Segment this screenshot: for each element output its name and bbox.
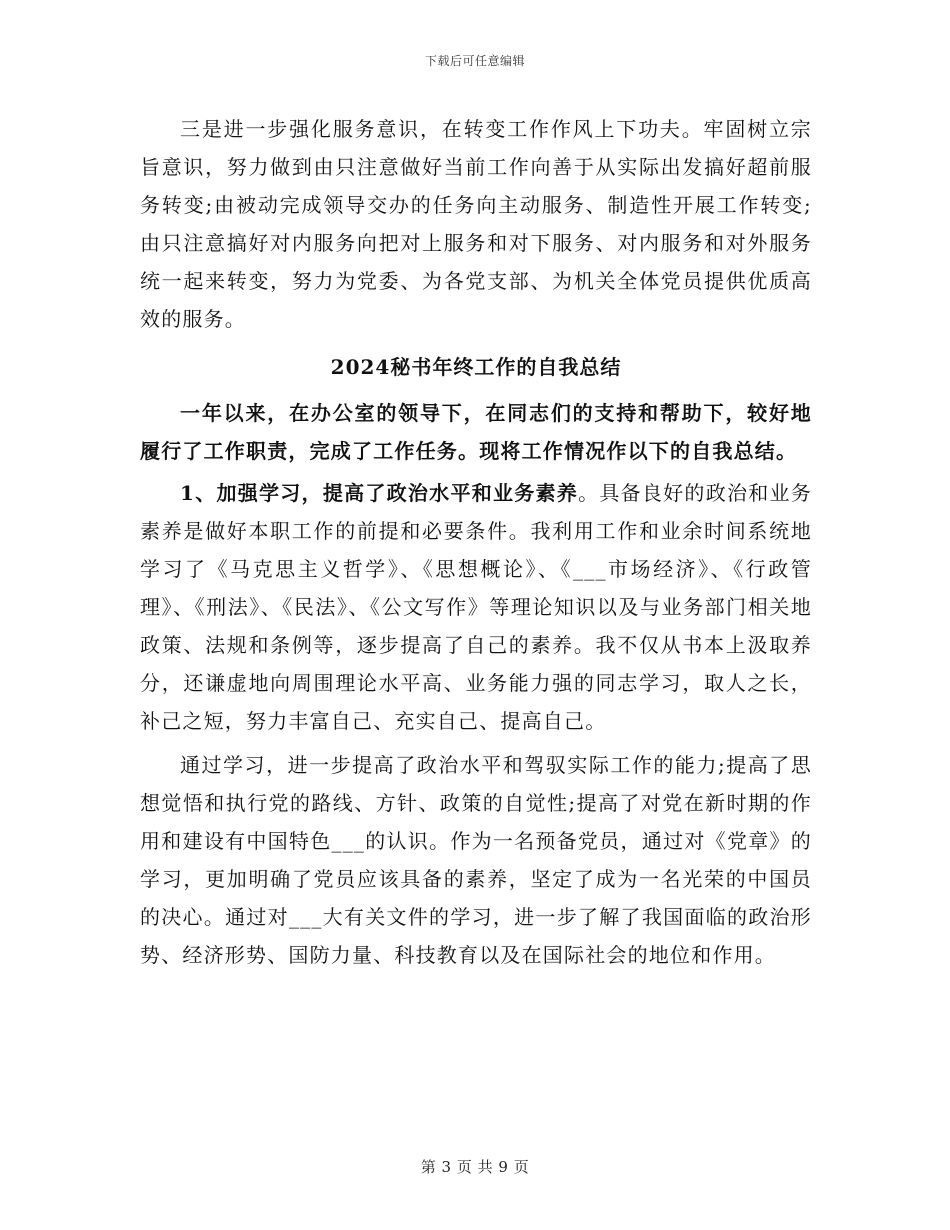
- page-header: 下载后可任意编辑: [424, 54, 525, 68]
- section-1-heading: 1、加强学习，提高了政治水平和业务素养: [180, 481, 579, 505]
- page-number: 第 3 页 共 9 页: [420, 1158, 530, 1176]
- paragraph-study-results: 通过学习，进一步提高了政治水平和驾驭实际工作的能力;提高了思想觉悟和执行党的路线、方针、政策的自觉性;提高了对党在新时期的作用和建设有中国特色___的认识。作为一名预备党员，通过对《党章》的学习，更加明确了党员应该具备的素养，坚定了成为一名光荣的中国员的决心。通过对___大有关文件的学习，进一步了解了我国面临的政治形势、经济形势、国防力量、科技教育以及在国际社会的地位和作用。: [140, 753, 812, 967]
- paragraph-service-awareness: 三是进一步强化服务意识，在转变工作作风上下功夫。牢固树立宗旨意识，努力做到由只注意做好当前工作向善于从实际出发搞好超前服务转变;由被动完成领导交办的任务向主动服务、制造性开展工作转变;由只注意搞好对内服务向把对上服务和对下服务、对内服务和对外服务统一起来转变，努力为党委、为各党支部、为机关全体党员提供优质高效的服务。: [140, 117, 812, 331]
- section-1-text: 。具备良好的政治和业务素养是做好本职工作的前提和必要条件。我利用工作和业余时间系统地学习了《马克思主义哲学》、《思想概论》、《___市场经济》、《行政管理》、《刑法》、《民法》、《公文写作》等理论知识以及与业务部门相关地政策、法规和条例等，逐步提高了自己的素养。我不仅从书本上汲取养分，还谦虚地向周围理论水平高、业务能力强的同志学习，取人之长，补己之短，努力丰富自己、充实自己、提高自己。: [140, 481, 812, 733]
- document-title: 2024秘书年终工作的自我总结: [330, 355, 622, 379]
- section-1-paragraph: [140, 474, 812, 740]
- document-body: [140, 110, 812, 974]
- intro-paragraph: 一年以来，在办公室的领导下，在同志们的支持和帮助下，较好地履行了工作职责，完成了工作任务。现将工作情况作以下的自我总结。: [140, 401, 812, 463]
